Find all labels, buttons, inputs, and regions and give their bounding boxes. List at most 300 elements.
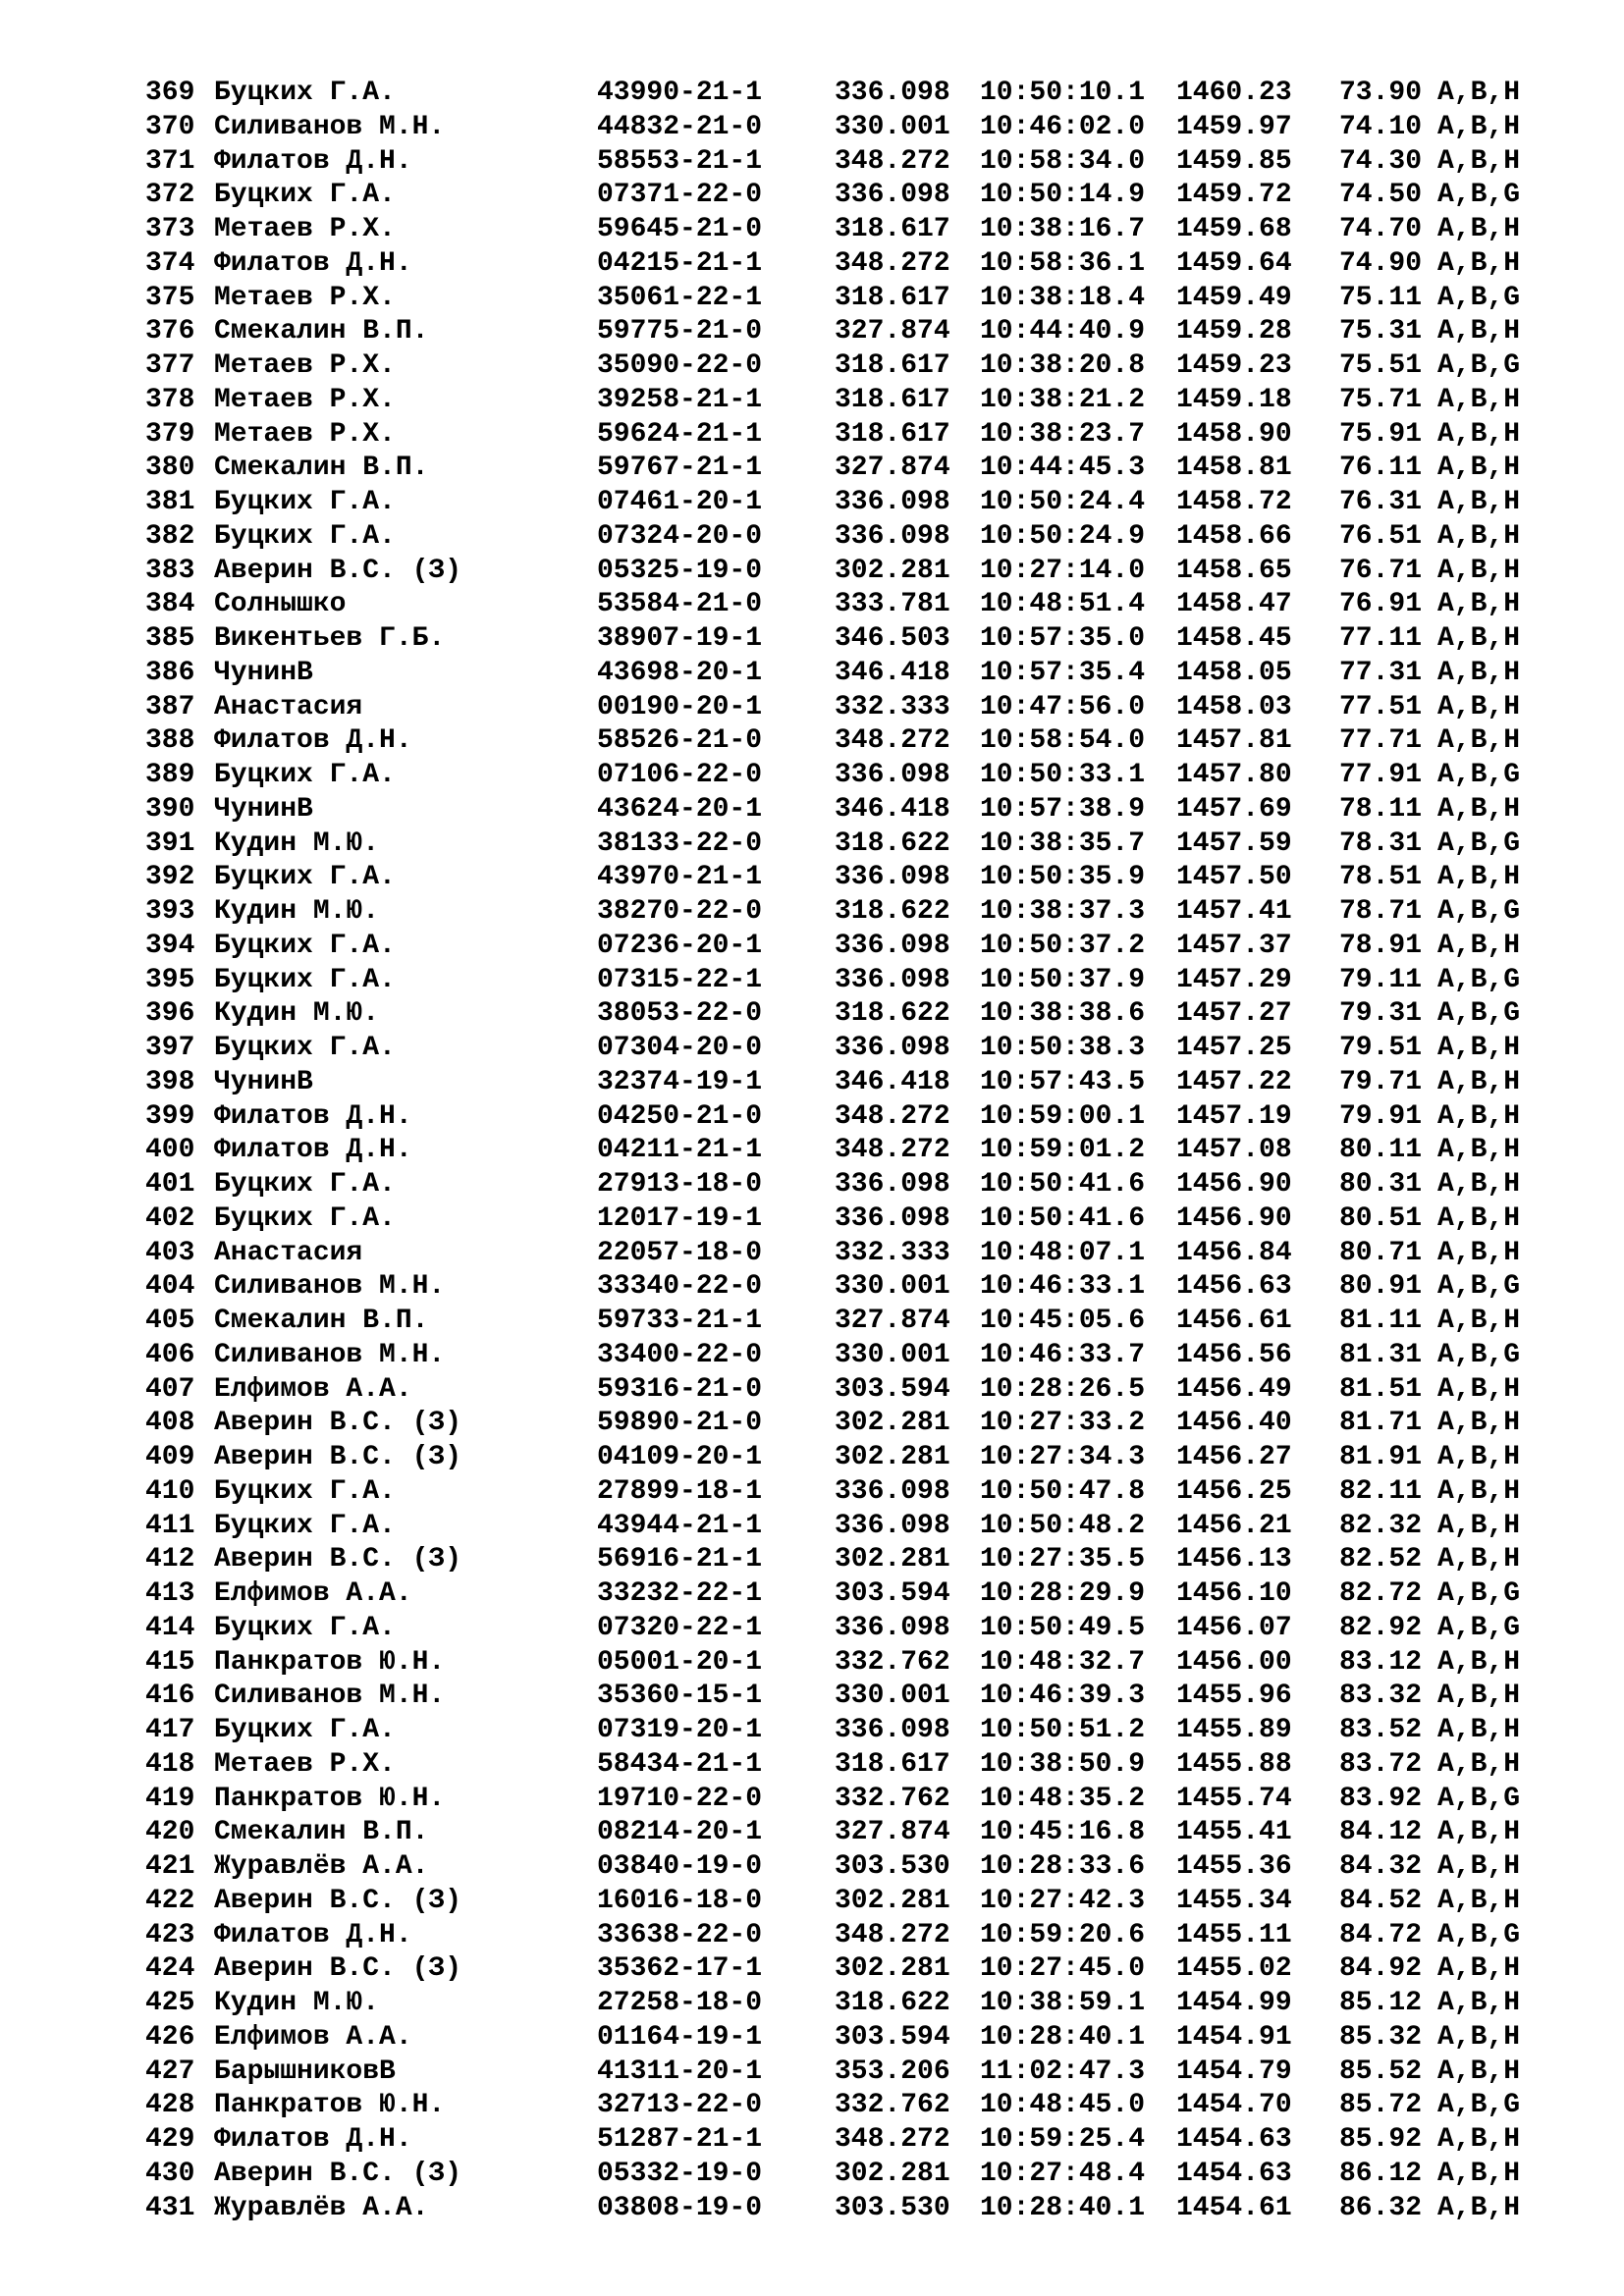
place-number: 426 (145, 2021, 195, 2053)
arrival-time: 10:58:54.0 (980, 725, 1146, 757)
category-flags: A,B,G (1437, 760, 1521, 790)
speed: 1459.68 (1176, 214, 1292, 244)
category-flags: A,B,H (1437, 793, 1521, 825)
speed: 1457.50 (1176, 862, 1292, 893)
participant-name: Аверин В.С. (З) (214, 1408, 462, 1439)
category-flags: A,B,H (1437, 1885, 1521, 1916)
participant-name: Метаев Р.Х. (214, 350, 396, 381)
distance: 332.333 (835, 1237, 950, 1268)
speed: 1456.27 (1176, 1442, 1292, 1472)
speed: 1457.80 (1176, 760, 1292, 790)
participant-name: Силиванов М.Н. (214, 1271, 446, 1303)
category-flags: A,B,H (1437, 1544, 1521, 1575)
coefficient: 76.71 (1339, 555, 1423, 586)
distance: 303.594 (835, 1578, 950, 1609)
place-number: 375 (145, 282, 195, 313)
category-flags: A,B,H (1437, 691, 1521, 722)
distance: 336.098 (835, 520, 950, 552)
distance: 332.762 (835, 2090, 950, 2121)
place-number: 398 (145, 1066, 195, 1097)
participant-name: Силиванов М.Н. (214, 111, 446, 142)
category-flags: A,B,G (1437, 1919, 1521, 1950)
arrival-time: 10:27:35.5 (980, 1544, 1146, 1575)
place-number: 380 (145, 453, 195, 484)
participant-name: Анастасия (214, 691, 363, 722)
ring-number: 35360-15-1 (597, 1681, 763, 1712)
coefficient: 79.31 (1339, 998, 1423, 1030)
speed: 1455.74 (1176, 1783, 1292, 1814)
ring-number: 07324-20-0 (597, 520, 763, 552)
coefficient: 79.11 (1339, 964, 1423, 995)
place-number: 402 (145, 1202, 195, 1234)
coefficient: 75.31 (1339, 316, 1423, 347)
coefficient: 80.51 (1339, 1202, 1423, 1234)
ring-number: 59775-21-0 (597, 316, 763, 347)
category-flags: A,B,H (1437, 2021, 1521, 2053)
arrival-time: 10:45:05.6 (980, 1306, 1146, 1336)
participant-name: Буцких Г.А. (214, 1612, 396, 1643)
participant-name: Буцких Г.А. (214, 78, 396, 108)
arrival-time: 10:28:40.1 (980, 2021, 1146, 2053)
category-flags: A,B,H (1437, 2158, 1521, 2189)
ring-number: 38907-19-1 (597, 623, 763, 654)
arrival-time: 10:48:35.2 (980, 1783, 1146, 1814)
coefficient: 85.52 (1339, 2056, 1423, 2087)
place-number: 416 (145, 1681, 195, 1712)
participant-name: Кудин М.Ю. (214, 1988, 380, 2018)
place-number: 394 (145, 930, 195, 961)
speed: 1459.28 (1176, 316, 1292, 347)
coefficient: 74.30 (1339, 145, 1423, 177)
place-number: 417 (145, 1715, 195, 1745)
arrival-time: 10:28:29.9 (980, 1578, 1146, 1609)
speed: 1454.63 (1176, 2158, 1292, 2189)
distance: 318.617 (835, 418, 950, 450)
place-number: 431 (145, 2192, 195, 2223)
arrival-time: 10:27:14.0 (980, 555, 1146, 586)
ring-number: 27258-18-0 (597, 1988, 763, 2018)
category-flags: A,B,H (1437, 145, 1521, 177)
ring-number: 43944-21-1 (597, 1510, 763, 1541)
distance: 348.272 (835, 1100, 950, 1132)
place-number: 387 (145, 691, 195, 722)
category-flags: A,B,H (1437, 247, 1521, 279)
participant-name: Анастасия (214, 1237, 363, 1268)
ring-number: 43990-21-1 (597, 78, 763, 108)
coefficient: 78.71 (1339, 896, 1423, 927)
place-number: 373 (145, 214, 195, 244)
speed: 1458.65 (1176, 555, 1292, 586)
arrival-time: 10:27:33.2 (980, 1408, 1146, 1439)
category-flags: A,B,H (1437, 418, 1521, 450)
participant-name: Смекалин В.П. (214, 453, 429, 484)
distance: 348.272 (835, 145, 950, 177)
participant-name: Панкратов Ю.Н. (214, 1646, 446, 1678)
participant-name: Буцких Г.А. (214, 1715, 396, 1745)
participant-name: ЧунинВ (214, 1066, 313, 1097)
coefficient: 80.71 (1339, 1237, 1423, 1268)
place-number: 405 (145, 1306, 195, 1336)
arrival-time: 10:38:20.8 (980, 350, 1146, 381)
distance: 303.594 (835, 2021, 950, 2053)
speed: 1458.47 (1176, 589, 1292, 620)
distance: 318.622 (835, 1988, 950, 2018)
speed: 1457.22 (1176, 1066, 1292, 1097)
ring-number: 08214-20-1 (597, 1817, 763, 1848)
coefficient: 83.52 (1339, 1715, 1423, 1745)
speed: 1457.41 (1176, 896, 1292, 927)
participant-name: Кудин М.Ю. (214, 896, 380, 927)
speed: 1457.29 (1176, 964, 1292, 995)
category-flags: A,B,H (1437, 1237, 1521, 1268)
speed: 1454.91 (1176, 2021, 1292, 2053)
coefficient: 85.92 (1339, 2124, 1423, 2155)
distance: 346.418 (835, 1066, 950, 1097)
ring-number: 03840-19-0 (597, 1851, 763, 1882)
ring-number: 33638-22-0 (597, 1919, 763, 1950)
distance: 327.874 (835, 1306, 950, 1336)
arrival-time: 10:50:41.6 (980, 1169, 1146, 1200)
participant-name: Буцких Г.А. (214, 1169, 396, 1200)
speed: 1456.10 (1176, 1578, 1292, 1609)
distance: 330.001 (835, 1681, 950, 1712)
arrival-time: 10:59:01.2 (980, 1135, 1146, 1166)
coefficient: 75.91 (1339, 418, 1423, 450)
speed: 1455.11 (1176, 1919, 1292, 1950)
category-flags: A,B,H (1437, 1033, 1521, 1063)
speed: 1457.37 (1176, 930, 1292, 961)
arrival-time: 10:48:32.7 (980, 1646, 1146, 1678)
distance: 336.098 (835, 78, 950, 108)
ring-number: 59624-21-1 (597, 418, 763, 450)
coefficient: 83.72 (1339, 1748, 1423, 1780)
ring-number: 33400-22-0 (597, 1339, 763, 1370)
distance: 336.098 (835, 760, 950, 790)
coefficient: 77.91 (1339, 760, 1423, 790)
place-number: 420 (145, 1817, 195, 1848)
participant-name: Смекалин В.П. (214, 1817, 429, 1848)
place-number: 419 (145, 1783, 195, 1814)
place-number: 379 (145, 418, 195, 450)
category-flags: A,B,H (1437, 555, 1521, 586)
coefficient: 86.32 (1339, 2192, 1423, 2223)
coefficient: 82.32 (1339, 1510, 1423, 1541)
participant-name: Аверин В.С. (З) (214, 1885, 462, 1916)
speed: 1458.45 (1176, 623, 1292, 654)
ring-number: 39258-21-1 (597, 384, 763, 415)
coefficient: 78.31 (1339, 828, 1423, 859)
arrival-time: 10:48:45.0 (980, 2090, 1146, 2121)
place-number: 386 (145, 657, 195, 688)
arrival-time: 10:58:36.1 (980, 247, 1146, 279)
ring-number: 41311-20-1 (597, 2056, 763, 2087)
speed: 1459.85 (1176, 145, 1292, 177)
arrival-time: 10:58:34.0 (980, 145, 1146, 177)
coefficient: 81.31 (1339, 1339, 1423, 1370)
place-number: 414 (145, 1612, 195, 1643)
arrival-time: 10:59:25.4 (980, 2124, 1146, 2155)
ring-number: 12017-19-1 (597, 1202, 763, 1234)
ring-number: 59890-21-0 (597, 1408, 763, 1439)
arrival-time: 10:38:59.1 (980, 1988, 1146, 2018)
coefficient: 78.91 (1339, 930, 1423, 961)
distance: 318.617 (835, 350, 950, 381)
coefficient: 82.72 (1339, 1578, 1423, 1609)
place-number: 424 (145, 1953, 195, 1985)
place-number: 385 (145, 623, 195, 654)
arrival-time: 10:50:10.1 (980, 78, 1146, 108)
place-number: 369 (145, 78, 195, 108)
distance: 336.098 (835, 1612, 950, 1643)
category-flags: A,B,G (1437, 350, 1521, 381)
arrival-time: 10:57:38.9 (980, 793, 1146, 825)
ring-number: 22057-18-0 (597, 1237, 763, 1268)
coefficient: 78.11 (1339, 793, 1423, 825)
place-number: 383 (145, 555, 195, 586)
category-flags: A,B,H (1437, 214, 1521, 244)
participant-name: Журавлёв А.А. (214, 1851, 429, 1882)
coefficient: 74.70 (1339, 214, 1423, 244)
coefficient: 84.92 (1339, 1953, 1423, 1985)
category-flags: A,B,H (1437, 1988, 1521, 2018)
participant-name: Буцких Г.А. (214, 964, 396, 995)
participant-name: Елфимов А.А. (214, 1578, 412, 1609)
distance: 302.281 (835, 2158, 950, 2189)
speed: 1459.97 (1176, 111, 1292, 142)
participant-name: Аверин В.С. (З) (214, 1442, 462, 1472)
arrival-time: 10:44:40.9 (980, 316, 1146, 347)
distance: 346.418 (835, 793, 950, 825)
participant-name: Филатов Д.Н. (214, 145, 412, 177)
distance: 346.418 (835, 657, 950, 688)
participant-name: Филатов Д.Н. (214, 1135, 412, 1166)
ring-number: 04109-20-1 (597, 1442, 763, 1472)
place-number: 427 (145, 2056, 195, 2087)
coefficient: 75.71 (1339, 384, 1423, 415)
place-number: 418 (145, 1748, 195, 1780)
place-number: 382 (145, 520, 195, 552)
arrival-time: 10:48:51.4 (980, 589, 1146, 620)
place-number: 372 (145, 180, 195, 211)
participant-name: Филатов Д.Н. (214, 247, 412, 279)
ring-number: 04250-21-0 (597, 1100, 763, 1132)
arrival-time: 10:50:14.9 (980, 180, 1146, 211)
speed: 1456.49 (1176, 1373, 1292, 1405)
place-number: 396 (145, 998, 195, 1030)
coefficient: 83.12 (1339, 1646, 1423, 1678)
coefficient: 83.32 (1339, 1681, 1423, 1712)
participant-name: Смекалин В.П. (214, 1306, 429, 1336)
participant-name: Метаев Р.Х. (214, 418, 396, 450)
coefficient: 75.11 (1339, 282, 1423, 313)
speed: 1456.56 (1176, 1339, 1292, 1370)
arrival-time: 10:50:24.9 (980, 520, 1146, 552)
ring-number: 03808-19-0 (597, 2192, 763, 2223)
participant-name: Буцких Г.А. (214, 520, 396, 552)
arrival-time: 10:50:51.2 (980, 1715, 1146, 1745)
ring-number: 43624-20-1 (597, 793, 763, 825)
category-flags: A,B,H (1437, 1100, 1521, 1132)
arrival-time: 10:50:47.8 (980, 1475, 1146, 1507)
place-number: 392 (145, 862, 195, 893)
speed: 1455.89 (1176, 1715, 1292, 1745)
category-flags: A,B,H (1437, 725, 1521, 757)
ring-number: 58553-21-1 (597, 145, 763, 177)
speed: 1458.03 (1176, 691, 1292, 722)
arrival-time: 10:50:35.9 (980, 862, 1146, 893)
participant-name: Буцких Г.А. (214, 1475, 396, 1507)
arrival-time: 10:46:33.1 (980, 1271, 1146, 1303)
distance: 336.098 (835, 487, 950, 517)
ring-number: 07320-22-1 (597, 1612, 763, 1643)
category-flags: A,B,G (1437, 896, 1521, 927)
coefficient: 82.11 (1339, 1475, 1423, 1507)
speed: 1456.63 (1176, 1271, 1292, 1303)
distance: 302.281 (835, 1442, 950, 1472)
place-number: 399 (145, 1100, 195, 1132)
arrival-time: 10:50:41.6 (980, 1202, 1146, 1234)
place-number: 415 (145, 1646, 195, 1678)
ring-number: 01164-19-1 (597, 2021, 763, 2053)
ring-number: 19710-22-0 (597, 1783, 763, 1814)
coefficient: 85.12 (1339, 1988, 1423, 2018)
distance: 318.622 (835, 998, 950, 1030)
category-flags: A,B,H (1437, 657, 1521, 688)
category-flags: A,B,H (1437, 453, 1521, 484)
category-flags: A,B,H (1437, 1510, 1521, 1541)
place-number: 381 (145, 487, 195, 517)
speed: 1457.08 (1176, 1135, 1292, 1166)
category-flags: A,B,G (1437, 180, 1521, 211)
ring-number: 38270-22-0 (597, 896, 763, 927)
ring-number: 59645-21-0 (597, 214, 763, 244)
category-flags: A,B,H (1437, 316, 1521, 347)
ring-number: 44832-21-0 (597, 111, 763, 142)
category-flags: A,B,H (1437, 1715, 1521, 1745)
place-number: 388 (145, 725, 195, 757)
category-flags: A,B,G (1437, 1783, 1521, 1814)
category-flags: A,B,H (1437, 623, 1521, 654)
category-flags: A,B,H (1437, 1066, 1521, 1097)
coefficient: 73.90 (1339, 78, 1423, 108)
distance: 330.001 (835, 1271, 950, 1303)
category-flags: A,B,G (1437, 998, 1521, 1030)
ring-number: 59767-21-1 (597, 453, 763, 484)
ring-number: 43970-21-1 (597, 862, 763, 893)
participant-name: Метаев Р.Х. (214, 214, 396, 244)
speed: 1458.81 (1176, 453, 1292, 484)
place-number: 370 (145, 111, 195, 142)
speed: 1454.99 (1176, 1988, 1292, 2018)
place-number: 376 (145, 316, 195, 347)
distance: 336.098 (835, 930, 950, 961)
arrival-time: 10:50:33.1 (980, 760, 1146, 790)
distance: 302.281 (835, 1953, 950, 1985)
distance: 330.001 (835, 1339, 950, 1370)
arrival-time: 10:44:45.3 (980, 453, 1146, 484)
ring-number: 59316-21-0 (597, 1373, 763, 1405)
ring-number: 53584-21-0 (597, 589, 763, 620)
place-number: 389 (145, 760, 195, 790)
participant-name: Кудин М.Ю. (214, 998, 380, 1030)
distance: 348.272 (835, 247, 950, 279)
place-number: 423 (145, 1919, 195, 1950)
ring-number: 33232-22-1 (597, 1578, 763, 1609)
arrival-time: 10:48:07.1 (980, 1237, 1146, 1268)
place-number: 430 (145, 2158, 195, 2189)
coefficient: 77.11 (1339, 623, 1423, 654)
speed: 1456.00 (1176, 1646, 1292, 1678)
participant-name: Буцких Г.А. (214, 1033, 396, 1063)
arrival-time: 10:59:20.6 (980, 1919, 1146, 1950)
arrival-time: 10:50:37.2 (980, 930, 1146, 961)
distance: 332.762 (835, 1783, 950, 1814)
distance: 336.098 (835, 1033, 950, 1063)
participant-name: Метаев Р.Х. (214, 1748, 396, 1780)
place-number: 397 (145, 1033, 195, 1063)
ring-number: 58434-21-1 (597, 1748, 763, 1780)
category-flags: A,B,G (1437, 828, 1521, 859)
coefficient: 74.10 (1339, 111, 1423, 142)
coefficient: 81.11 (1339, 1306, 1423, 1336)
distance: 348.272 (835, 725, 950, 757)
category-flags: A,B,H (1437, 589, 1521, 620)
speed: 1456.25 (1176, 1475, 1292, 1507)
ring-number: 27899-18-1 (597, 1475, 763, 1507)
coefficient: 82.52 (1339, 1544, 1423, 1575)
ring-number: 32713-22-0 (597, 2090, 763, 2121)
distance: 302.281 (835, 1885, 950, 1916)
ring-number: 56916-21-1 (597, 1544, 763, 1575)
arrival-time: 10:27:42.3 (980, 1885, 1146, 1916)
coefficient: 83.92 (1339, 1783, 1423, 1814)
distance: 348.272 (835, 1135, 950, 1166)
distance: 348.272 (835, 1919, 950, 1950)
category-flags: A,B,H (1437, 1306, 1521, 1336)
distance: 336.098 (835, 1202, 950, 1234)
participant-name: Буцких Г.А. (214, 1202, 396, 1234)
speed: 1456.21 (1176, 1510, 1292, 1541)
coefficient: 81.71 (1339, 1408, 1423, 1439)
arrival-time: 10:38:21.2 (980, 384, 1146, 415)
speed: 1455.36 (1176, 1851, 1292, 1882)
distance: 303.530 (835, 2192, 950, 2223)
ring-number: 58526-21-0 (597, 725, 763, 757)
speed: 1455.34 (1176, 1885, 1292, 1916)
place-number: 412 (145, 1544, 195, 1575)
category-flags: A,B,G (1437, 1271, 1521, 1303)
speed: 1455.02 (1176, 1953, 1292, 1985)
category-flags: A,B,H (1437, 1953, 1521, 1985)
speed: 1458.05 (1176, 657, 1292, 688)
distance: 318.617 (835, 384, 950, 415)
arrival-time: 10:45:16.8 (980, 1817, 1146, 1848)
category-flags: A,B,H (1437, 1202, 1521, 1234)
participant-name: Аверин В.С. (З) (214, 555, 462, 586)
ring-number: 05325-19-0 (597, 555, 763, 586)
speed: 1457.19 (1176, 1100, 1292, 1132)
distance: 336.098 (835, 1475, 950, 1507)
ring-number: 00190-20-1 (597, 691, 763, 722)
coefficient: 85.32 (1339, 2021, 1423, 2053)
coefficient: 80.31 (1339, 1169, 1423, 1200)
category-flags: A,B,H (1437, 2056, 1521, 2087)
distance: 336.098 (835, 180, 950, 211)
place-number: 411 (145, 1510, 195, 1541)
distance: 346.503 (835, 623, 950, 654)
arrival-time: 10:47:56.0 (980, 691, 1146, 722)
distance: 302.281 (835, 1408, 950, 1439)
